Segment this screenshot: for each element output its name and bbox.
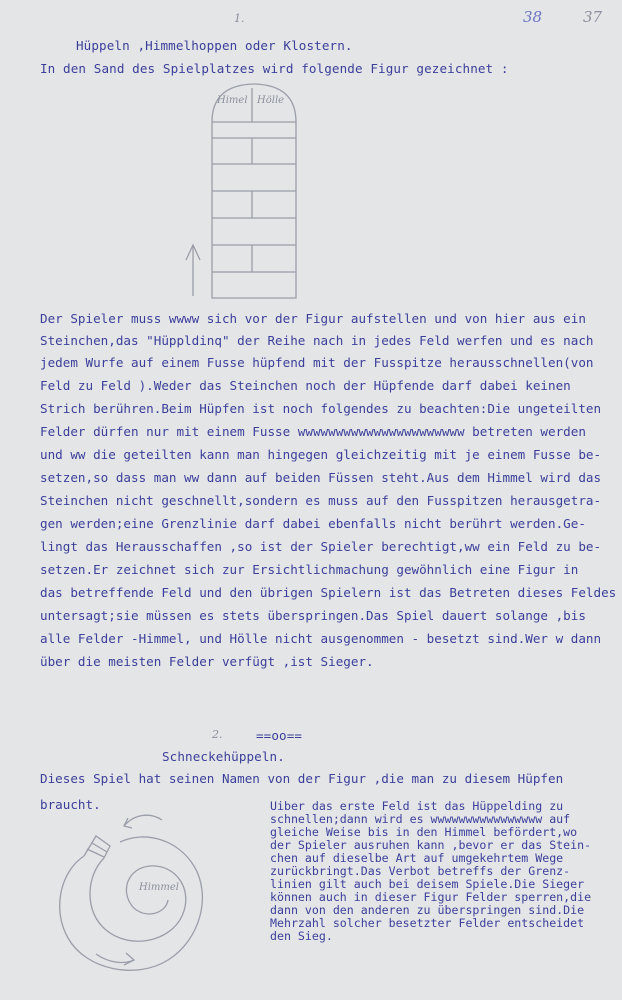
intro-line: In den Sand des Spielplatzes wird folgende Figur gezeichnet : [40,61,509,76]
paragraph-line: gen werden;eine Grenzlinie darf dabei ebenfalls nicht berührt werden.Ge- [40,516,586,531]
column-line: gleiche Weise bis in den Himmel befördert,wo [270,825,578,839]
page-number-blue: 38 [523,8,543,26]
column-line: Mehrzahl solcher besetzter Felder entscheidet [270,916,585,930]
page-title: Hüppeln ,Himmelhoppen oder Klostern. [76,38,353,53]
paragraph-line: das betreffende Feld und den übrigen Spielern ist das Betreten dieses Feldes [40,585,617,600]
paragraph-line: Der Spieler muss wwww sich vor der Figur aufstellen und von hier aus ein [40,311,586,326]
section-title: Schneckehüppeln. [162,749,285,764]
paragraph-line: und ww die geteilten kann man hingegen gleichzeitig mit je einem Fusse be- [40,447,602,462]
column-line: chen auf dieselbe Art auf umgekehrtem Wege [270,851,564,865]
paragraph-line: Felder dürfen nur mit einem Fusse wwwwwwwwwwwwwwwwwwwwww betreten werden [40,424,586,439]
column-line: schnellen;dann wird es wwwwwwwwwwwwwwww auf [270,812,571,826]
page-number-pencil: 37 [583,8,603,26]
separator: ==oo== [256,728,303,743]
figure1-label-hoelle: Hölle [257,95,285,106]
paragraph-line: Strich berühren.Beim Hüpfen ist noch folgendes zu beachten:Die ungeteilten [40,401,602,416]
paragraph-line: alle Felder -Himmel, und Hölle nicht ausgenommen - besetzt sind.Wer w dann [40,631,602,646]
column-line: können auch in dieser Figur Felder sperren,die [270,890,592,904]
paragraph-line: braucht. [40,797,101,812]
paragraph-line: jedem Wurfe auf einem Fusse hüpfend mit der Fusspitze herausschnellen(von [40,355,594,370]
column-line: linien gilt auch bei deisem Spiele.Die Sieger [270,877,585,891]
column-line: dann von den anderen zu überspringen sind.Die [270,903,585,917]
section-mark: 2. [212,728,223,741]
paragraph-line: Steinchen,das "Hüppldinq" der Reihe nach in jedes Feld werfen und es nach [40,333,594,348]
paragraph-line: untersagt;sie müssen es stets überspringen.Das Spiel dauert solange ,bis [40,608,586,623]
paragraph-line: über die meisten Felder verfügt ,ist Sieger. [40,654,374,669]
paragraph-line: Steinchen nicht geschnellt,sondern es muss auf den Fusspitzen herausgetra- [40,493,602,508]
paragraph-line: setzen,so dass man ww dann auf beiden Füssen steht.Aus dem Himmel wird das [40,470,602,485]
column-line: den Sieg. [270,929,333,943]
figure1-label-himmel: Himel [217,95,248,106]
paragraph-line: Dieses Spiel hat seinen Namen von der Figur ,die man zu diesem Hüpfen [40,771,564,786]
page-number-center: 1. [234,12,245,25]
column-line: der Spieler ausruhen kann ,bevor er das Stein- [270,838,592,852]
paragraph-line: setzen.Er zeichnet sich zur Ersichtlichmachung gewöhnlich eine Figur in [40,562,579,577]
paragraph-line: Feld zu Feld ).Weder das Steinchen noch der Hüpfende darf dabei keinen [40,378,571,393]
figure2-label-himmel: Himmel [139,882,179,893]
column-line: zurückbringt.Das Verbot betreffs der Grenz- [270,864,571,878]
column-line: Uiber das erste Feld ist das Hüppelding zu [270,799,564,813]
paragraph-line: lingt das Herausschaffen ,so ist der Spieler berechtigt,ww ein Feld zu be- [40,539,602,554]
